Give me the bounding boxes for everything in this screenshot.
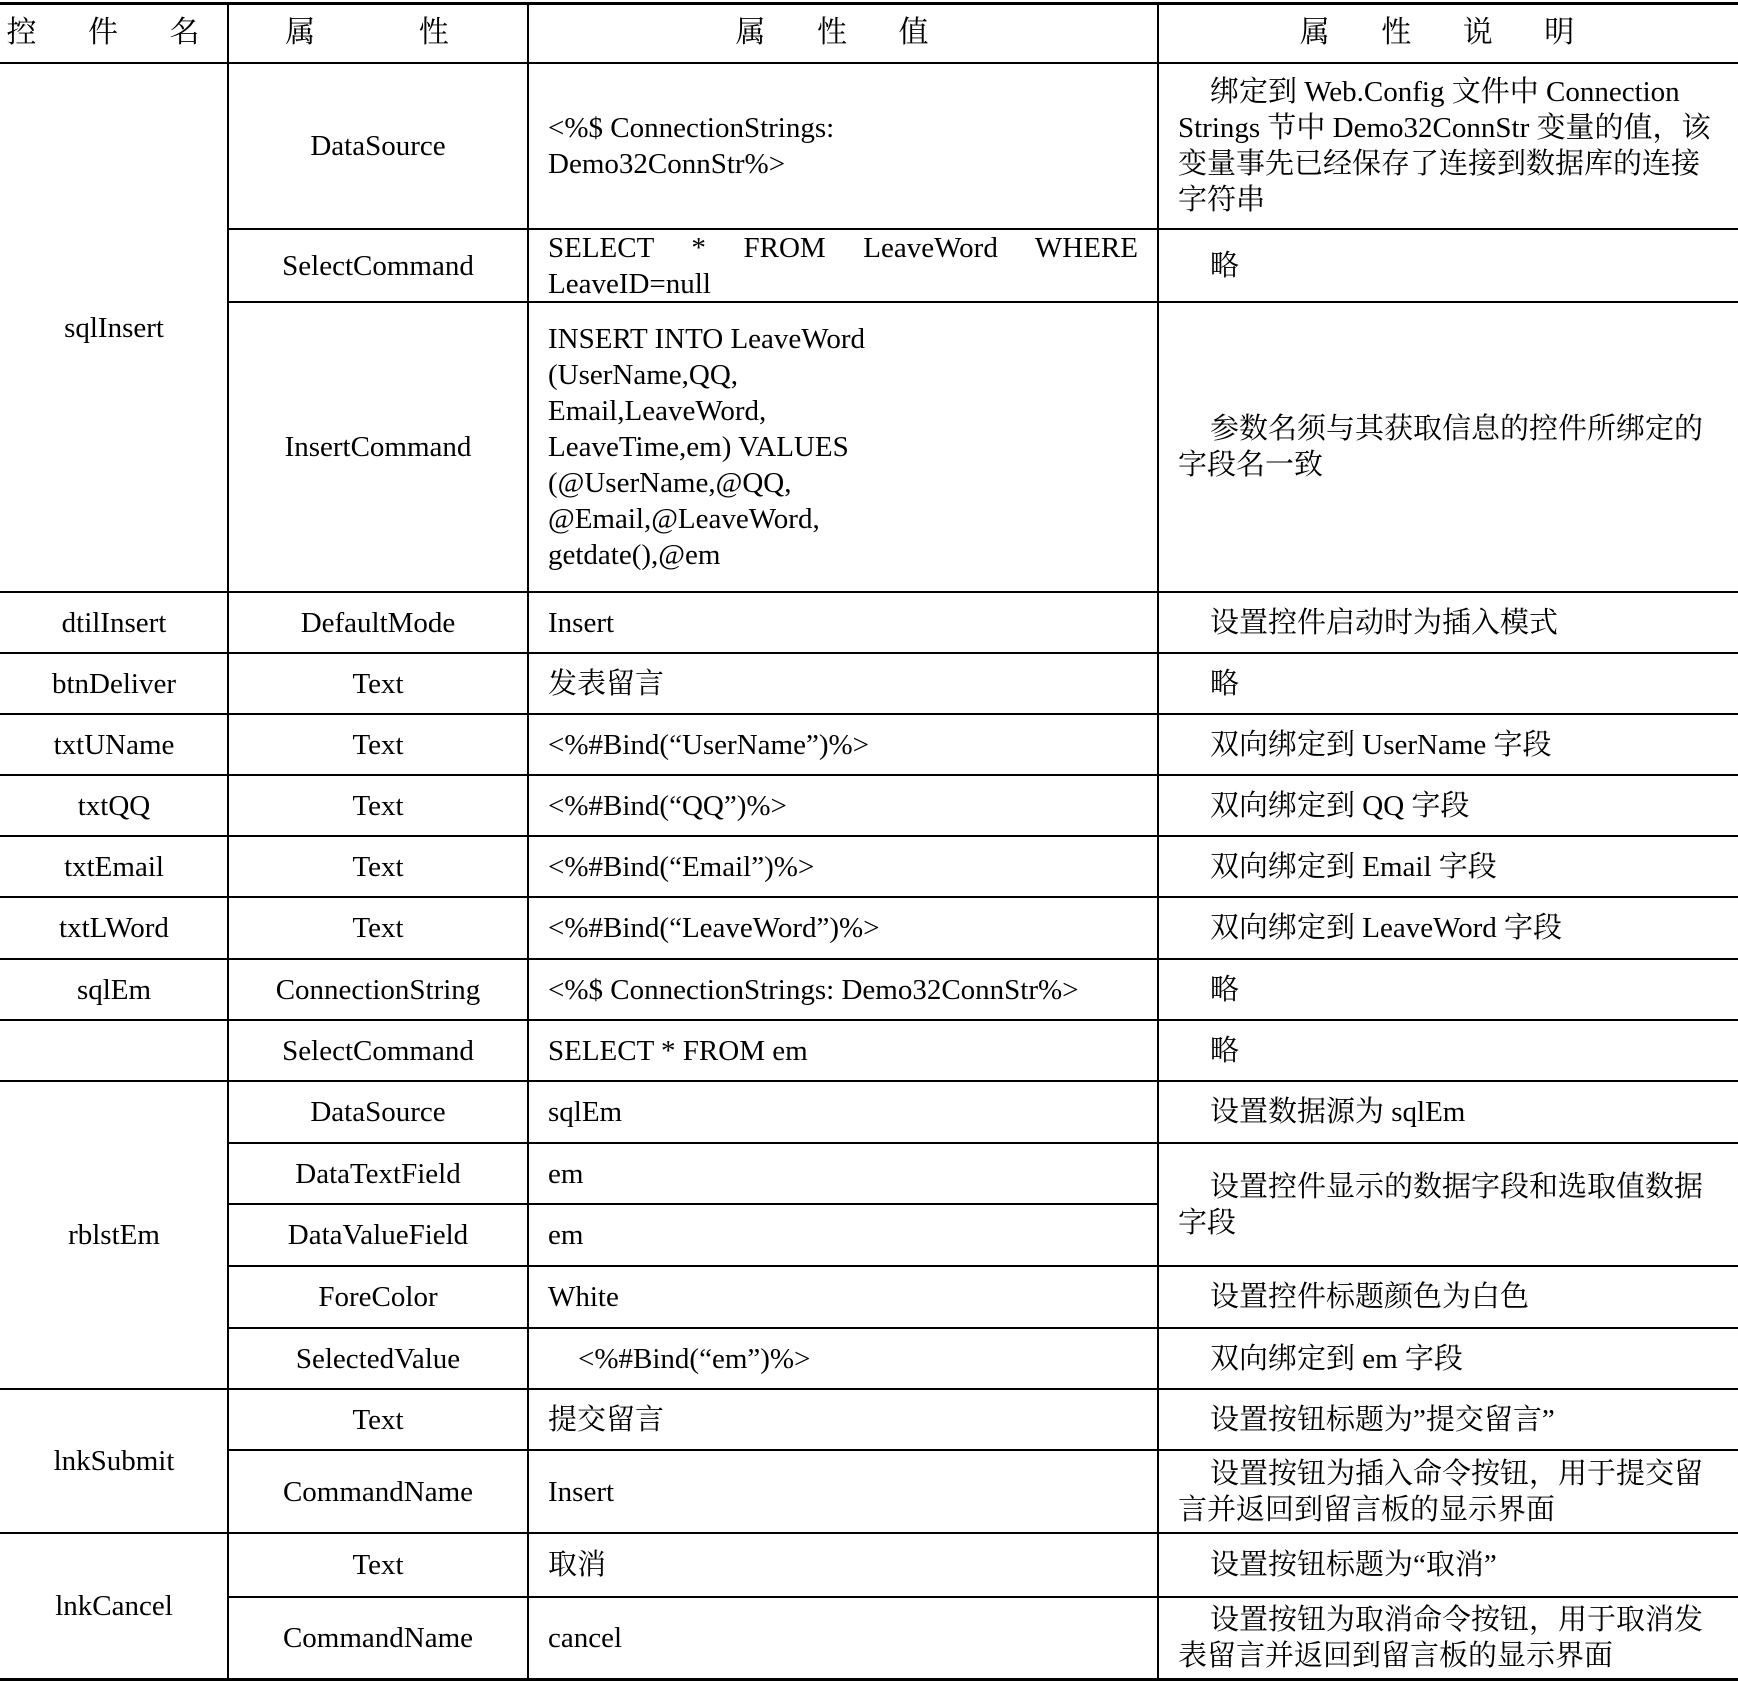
property-description [1178, 592, 1718, 653]
property-value-text: <%#Bind(“UserName”)%> [548, 728, 869, 761]
control-name-text: txtEmail [64, 850, 164, 883]
property-description [1178, 1389, 1718, 1450]
property-description-text: 设置按钮标题为”提交留言” [1210, 1403, 1555, 1436]
property-description [1178, 1020, 1718, 1081]
property-value-text: INSERT INTO LeaveWord (UserName,QQ, Email,LeaveWord, LeaveTime,em) VALUES (@UserName,@QQ, @Email,@LeaveWord, getdate(),@em [548, 323, 866, 571]
property-name-text: SelectedValue [295, 1342, 461, 1375]
property-description [1178, 1597, 1718, 1679]
property-description [1178, 1328, 1718, 1389]
property-description [1178, 959, 1718, 1020]
property-name-text: Text [352, 1403, 404, 1436]
property-value-text: <%#Bind(“QQ”)%> [548, 789, 787, 822]
property-value-text: <%#Bind(“LeaveWord”)%> [548, 912, 880, 944]
property-description [1178, 1081, 1718, 1143]
property-name [228, 897, 528, 959]
property-name [228, 1533, 528, 1597]
property-name [228, 229, 528, 302]
property-value-text: 提交留言 [548, 1403, 665, 1436]
property-description-text: 双向绑定到 QQ 字段 [1210, 789, 1470, 822]
property-value [548, 714, 1138, 775]
property-name [228, 775, 528, 836]
property-description-text: 略 [1210, 973, 1240, 1006]
property-value-text: 发表留言 [548, 667, 665, 700]
property-value-text: White [548, 1281, 619, 1313]
property-description-text: 设置按钮为插入命令按钮，用于提交留言并返回到留言板的显示界面 [1178, 1457, 1704, 1526]
header-control [0, 3, 228, 63]
control-name-text: txtUName [53, 728, 175, 761]
property-value-text: em [548, 1157, 584, 1190]
header-description-text: 属 性 说 明 [1299, 16, 1597, 49]
property-description [1178, 63, 1718, 229]
control-name [0, 653, 228, 714]
property-name-text: DataTextField [295, 1157, 461, 1190]
property-name [228, 1204, 528, 1266]
property-name-text: ForeColor [318, 1281, 438, 1313]
property-description-text: 双向绑定到 UserName 字段 [1210, 728, 1552, 761]
control-name [0, 836, 228, 897]
property-name [228, 1597, 528, 1679]
property-name [228, 1450, 528, 1533]
property-value [548, 302, 1138, 592]
property-description [1178, 1143, 1718, 1266]
property-description-text: 设置控件标题颜色为白色 [1210, 1281, 1530, 1313]
property-name-text: Text [352, 1549, 404, 1581]
property-value [548, 1597, 1138, 1679]
property-description-text: 略 [1210, 667, 1240, 700]
property-value-text: <%#Bind(“Email”)%> [548, 850, 815, 883]
property-value [548, 653, 1138, 714]
property-name-text: CommandName [282, 1475, 474, 1508]
property-value [548, 1081, 1138, 1143]
property-description-text: 设置控件显示的数据字段和选取值数据字段 [1178, 1170, 1704, 1239]
property-value [548, 1389, 1138, 1450]
property-value-text: cancel [548, 1622, 623, 1654]
property-name [228, 1020, 528, 1081]
property-description [1178, 302, 1718, 592]
control-name [0, 1081, 228, 1389]
property-name [228, 1143, 528, 1204]
control-name [0, 775, 228, 836]
property-name [228, 1389, 528, 1450]
property-name-text: DataValueField [287, 1219, 469, 1251]
property-description-text: 设置数据源为 sqlEm [1210, 1096, 1466, 1128]
property-name [228, 653, 528, 714]
property-name [228, 714, 528, 775]
property-description [1178, 714, 1718, 775]
property-description-text: 双向绑定到 Email 字段 [1210, 850, 1497, 883]
property-value [548, 1143, 1138, 1204]
control-name [0, 959, 228, 1020]
property-name [228, 1081, 528, 1143]
property-value-text: SELECT * FROM em [548, 1034, 808, 1067]
property-value [548, 1204, 1138, 1266]
property-name-text: Text [352, 667, 404, 700]
property-value-text: <%#Bind(“em”)%> [578, 1342, 811, 1375]
property-value [548, 1533, 1138, 1597]
property-value-text: SELECT * FROM LeaveWord WHERE LeaveID=null [548, 231, 1138, 300]
property-name-text: CommandName [282, 1622, 474, 1654]
control-name [0, 1533, 228, 1679]
property-name-text: ConnectionString [275, 973, 481, 1006]
control-name [0, 63, 228, 592]
control-name [0, 592, 228, 653]
property-name [228, 1266, 528, 1328]
property-value [548, 1328, 1138, 1389]
property-name [228, 836, 528, 897]
property-description [1178, 1266, 1718, 1328]
property-name-text: SelectCommand [282, 249, 474, 282]
control-name [0, 1389, 228, 1533]
property-value [548, 1450, 1138, 1533]
property-value-text: em [548, 1219, 584, 1251]
property-description-text: 双向绑定到 em 字段 [1210, 1342, 1463, 1375]
control-name-text: rblstEm [68, 1219, 160, 1251]
header-description [1158, 3, 1738, 63]
property-description [1178, 653, 1718, 714]
property-name [228, 1328, 528, 1389]
control-name-text: dtilInsert [61, 606, 167, 639]
control-name-text: btnDeliver [51, 667, 176, 700]
control-name-text: sqlInsert [64, 311, 164, 344]
property-description [1178, 1450, 1718, 1533]
header-value-text: 属 性 值 [735, 16, 951, 49]
property-name-text: SelectCommand [282, 1034, 474, 1067]
property-name-text: Text [352, 789, 404, 822]
property-value [548, 229, 1138, 302]
header-value [528, 3, 1158, 63]
property-value [548, 836, 1138, 897]
property-description-text: 略 [1210, 1034, 1240, 1067]
property-name-text: Text [352, 850, 404, 883]
property-name-text: DataSource [310, 130, 446, 162]
property-value-text: <%$ ConnectionStrings: Demo32ConnStr%> [548, 973, 1079, 1006]
property-name-text: InsertCommand [284, 431, 472, 463]
property-value [548, 897, 1138, 959]
property-value-text: <%$ ConnectionStrings: Demo32ConnStr%> [548, 112, 835, 180]
control-name [0, 714, 228, 775]
property-value [548, 63, 1138, 229]
property-value-text: Insert [548, 1475, 615, 1508]
header-property [228, 3, 528, 63]
header-control-text: 控 件 名 [6, 16, 222, 49]
property-value [548, 1266, 1138, 1328]
property-description-text: 设置按钮标题为“取消” [1210, 1549, 1497, 1581]
property-name [228, 63, 528, 229]
property-description [1178, 775, 1718, 836]
property-name-text: DefaultMode [300, 606, 456, 639]
control-name-text: txtLWord [59, 912, 169, 944]
property-description-text: 参数名须与其获取信息的控件所绑定的字段名一致 [1178, 413, 1704, 481]
control-name-text: sqlEm [76, 973, 152, 1006]
property-name-text: Text [352, 728, 404, 761]
property-description-text: 设置控件启动时为插入模式 [1210, 606, 1559, 639]
property-value [548, 775, 1138, 836]
property-value-text: Insert [548, 606, 615, 639]
property-description [1178, 897, 1718, 959]
control-name-text: txtQQ [77, 789, 151, 822]
property-name [228, 959, 528, 1020]
property-description [1178, 836, 1718, 897]
control-name-text: lnkCancel [55, 1590, 173, 1622]
property-description-text: 双向绑定到 LeaveWord 字段 [1210, 912, 1563, 944]
property-name [228, 592, 528, 653]
property-description [1178, 229, 1718, 302]
property-value-text: sqlEm [548, 1096, 623, 1128]
property-name-text: Text [352, 912, 404, 944]
control-name [0, 897, 228, 959]
property-value [548, 592, 1138, 653]
property-description-text: 绑定到 Web.Config 文件中 Connection Strings 节中 Demo32ConnStr 变量的值，该变量事先已经保存了连接到数据库的连接字符串 [1178, 76, 1711, 216]
header-property-text: 属 性 [285, 16, 471, 49]
property-value-text: 取消 [548, 1549, 607, 1581]
control-name-text: lnkSubmit [53, 1445, 175, 1477]
property-description-text: 设置按钮为取消命令按钮，用于取消发表留言并返回到留言板的显示界面 [1178, 1604, 1704, 1672]
property-name-text: DataSource [310, 1096, 446, 1128]
property-description [1178, 1533, 1718, 1597]
property-description-text: 略 [1210, 249, 1240, 282]
column-divider [1157, 3, 1159, 1679]
property-value [548, 1020, 1138, 1081]
property-name [228, 302, 528, 592]
property-value [548, 959, 1138, 1020]
